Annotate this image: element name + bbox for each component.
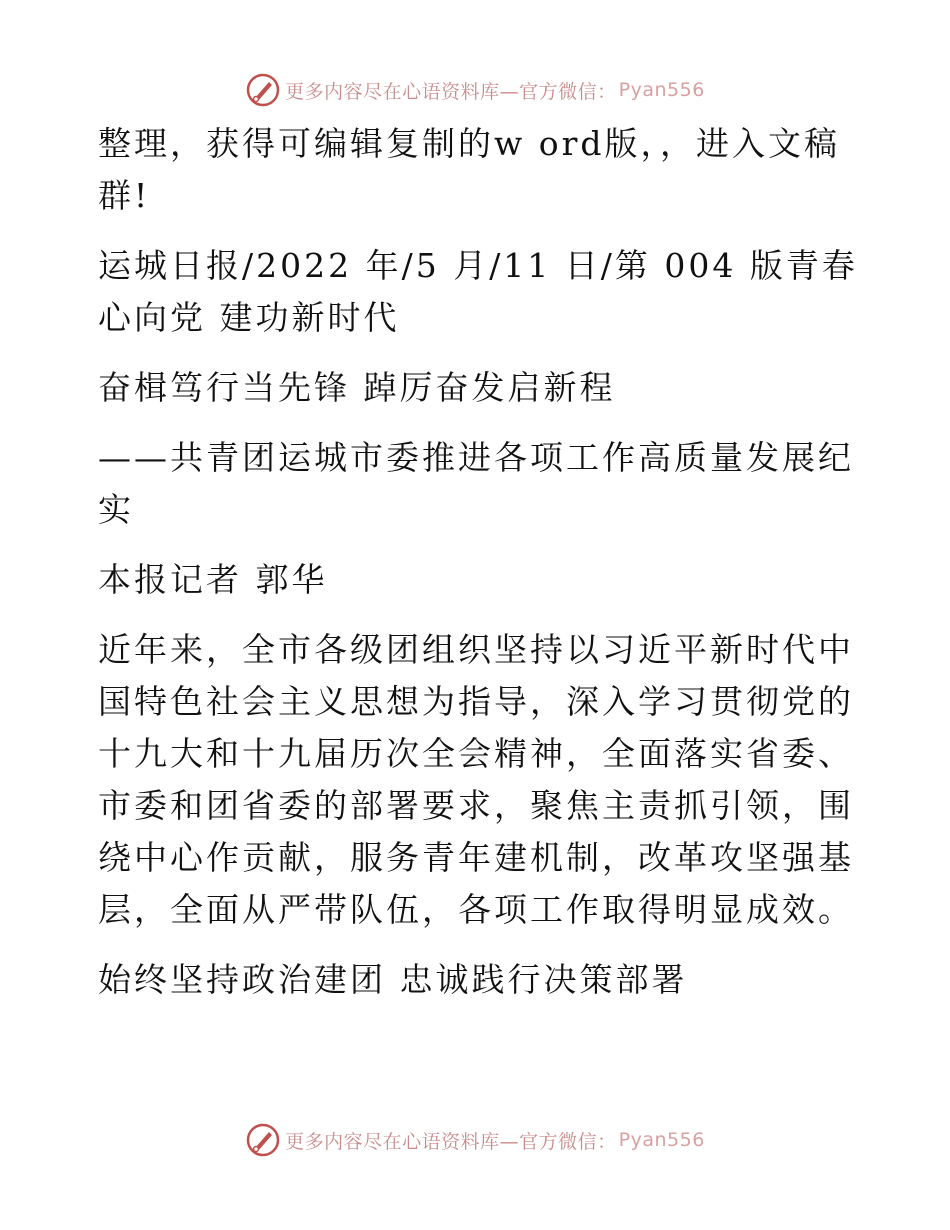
pen-logo-icon: [245, 72, 281, 108]
watermark-wechat-id: Pyan556: [618, 79, 705, 101]
intro-note: 整理，获得可编辑复制的w ord版，，进入文稿群!: [98, 124, 841, 215]
body-paragraph: 近年来，全市各级团组织坚持以习近平新时代中国特色社会主义思想为指导，深入学习贯彻党的十九大和十九届历次全会精神，全面落实省委、市委和团省委的部署要求，聚焦主责抓引领，围绕中心作贡献，服务青年建机制，改革攻坚强基层，全面从严带队伍，各项工作取得明显成效。: [98, 630, 854, 929]
header-watermark: [0, 70, 950, 110]
byline: 本报记者 郭华: [98, 560, 328, 599]
article-title: 奋楫笃行当先锋 踔厉奋发启新程: [98, 368, 616, 407]
article-subtitle: ——共青团运城市委推进各项工作高质量发展纪实: [98, 438, 854, 529]
watermark-text: 更多内容尽在心语资料库—官方微信：: [285, 1130, 617, 1153]
footer-watermark: [0, 1120, 950, 1160]
source-line: 运城日报/2022 年/5 月/11 日/第 004 版青春心向党 建功新时代: [98, 246, 858, 337]
document-body: [98, 118, 858, 1024]
pen-logo-icon: [245, 1122, 281, 1158]
watermark-text: 更多内容尽在心语资料库—官方微信：: [285, 80, 617, 103]
section-heading: 始终坚持政治建团 忠诚践行决策部署: [98, 960, 688, 999]
watermark-wechat-id: Pyan556: [618, 1129, 705, 1151]
